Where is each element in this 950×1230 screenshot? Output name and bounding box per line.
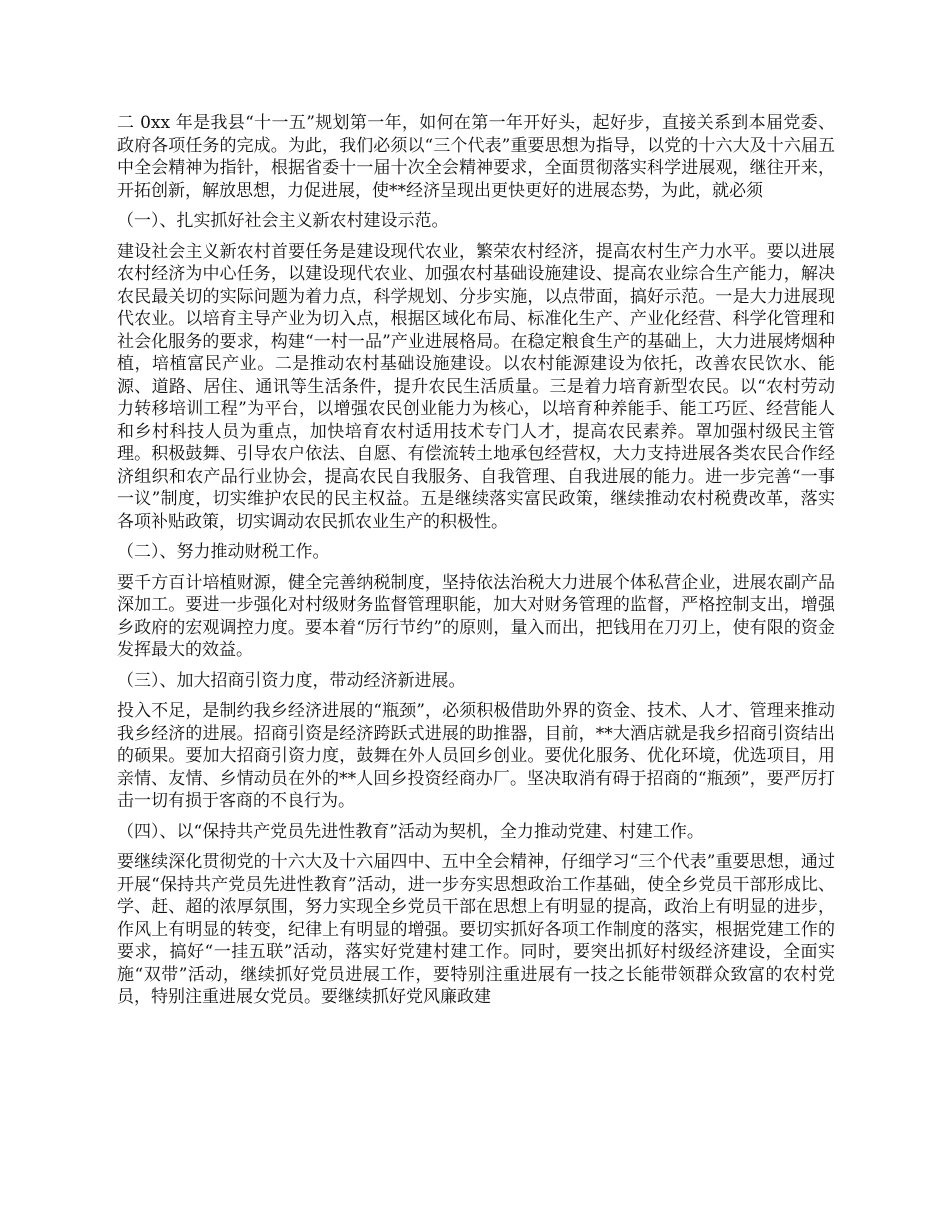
section-heading-3: （三）、加大招商引资力度，带动经济新进展。 bbox=[117, 670, 466, 691]
section-heading-4: （四）、以“保持共产党员先进性教育”活动为契机，全力推动党建、村建工作。 bbox=[117, 821, 704, 842]
intro-paragraph: 二 0xx 年是我县“十一五”规划第一年，如何在第一年开好头，起好步，直接关系到本届党委、政府各项任务的完成。为此，我们必须以“三个代表”重要思想为指导，以党的十六大及十六届五中全会精神为指针，根据省委十一届十次全会精神要求，全面贯彻落实科学进展观，继往开来，开拓创新，解放思想，力促进展，使**经济呈现出更快更好的进展态势，为此，就必须 bbox=[117, 113, 835, 201]
document-page bbox=[117, 112, 835, 1017]
section-body-1: 建设社会主义新农村首要任务是建设现代农业，繁荣农村经济，提高农村生产力水平。要以进展农村经济为中心任务，以建设现代农业、加强农村基础设施建设、提高农业综合生产能力，解决农民最关切的实际问题为着力点，科学规划、分步实施，以点带面，搞好示范。一是大力进展现代农业。以培育主导产业为切入点，根据区域化布局、标准化生产、产业化经营、科学化管理和社会化服务的要求，构建“一村一品”产业进展格局。在稳定粮食生产的基础上，大力进展烤烟种植，培植富民产业。二是推动农村基础设施建设。以农村能源建设为依托，改善农民饮水、能源、道路、居住、通讯等生活条件，提升农民生活质量。三是着力培育新型农民。以“农村劳动力转移培训工程”为平台，以增强农民创业能力为核心，以培育种养能手、能工巧匠、经营能人和乡村科技人员为重点，加快培育农村适用技术专门人才，提高农民素养。罩加强村级民主管理。积极鼓舞、引导农户依法、自愿、有偿流转土地承包经营权，大力支持进展各类农民合作经济组织和农产品行业协会，提高农民自我服务、自我管理、自我进展的能力。进一步完善“一事一议”制度，切实维护农民的民主权益。五是继续落实富民政策，继续推动农村税费改革，落实各项补贴政策，切实调动农民抓农业生产的积极性。 bbox=[117, 241, 835, 532]
section-body-4: 要继续深化贯彻党的十六大及十六届四中、五中全会精神，仔细学习“三个代表”重要思想，通过开展“保持共产党员先进性教育”活动，进一步夯实思想政治工作基础，使全乡党员干部形成比、学、赶、超的浓厚氛围，努力实现全乡党员干部在思想上有明显的提高，政治上有明显的进步，作风上有明显的转变，纪律上有明显的增强。要切实抓好各项工作制度的落实，根据党建工作的要求，搞好“一挂五联”活动，落实好党建村建工作。同时，要突出抓好村级经济建设，全面实施“双带”活动，继续抓好党员进展工作，要特别注重进展有一技之长能带领群众致富的农村党员，特别注重进展女党员。要继续抓好党风廉政建 bbox=[117, 852, 835, 1007]
section-heading-2: （二）、努力推动财税工作。 bbox=[117, 542, 330, 562]
section-body-3: 投入不足，是制约我乡经济进展的“瓶颈”，必须积极借助外界的资金、技术、人才、管理来推动我乡经济的进展。招商引资是经济跨跃式进展的助推器，目前，**大酒店就是我乡招商引资结出的硕果。要加大招商引资力度，鼓舞在外人员回乡创业。要优化服务、优化环境，优选项目，用亲情、友情、乡情动员在外的**人回乡投资经商办厂。坚决取消有碍于招商的“瓶颈”，要严厉打击一切有损于客商的不良行为。 bbox=[117, 701, 835, 811]
section-body-2: 要千方百计培植财源，健全完善纳税制度，坚持依法治税大力进展个体私营企业，进展农副产品深加工。要进一步强化对村级财务监督管理职能，加大对财务管理的监督，严格控制支出，增强乡政府的宏观调控力度。要本着“厉行节约”的原则，量入而出，把钱用在刀刃上，使有限的资金发挥最大的效益。 bbox=[117, 572, 835, 660]
section-heading-1: （一）、扎实抓好社会主义新农村建设示范。 bbox=[117, 211, 449, 231]
